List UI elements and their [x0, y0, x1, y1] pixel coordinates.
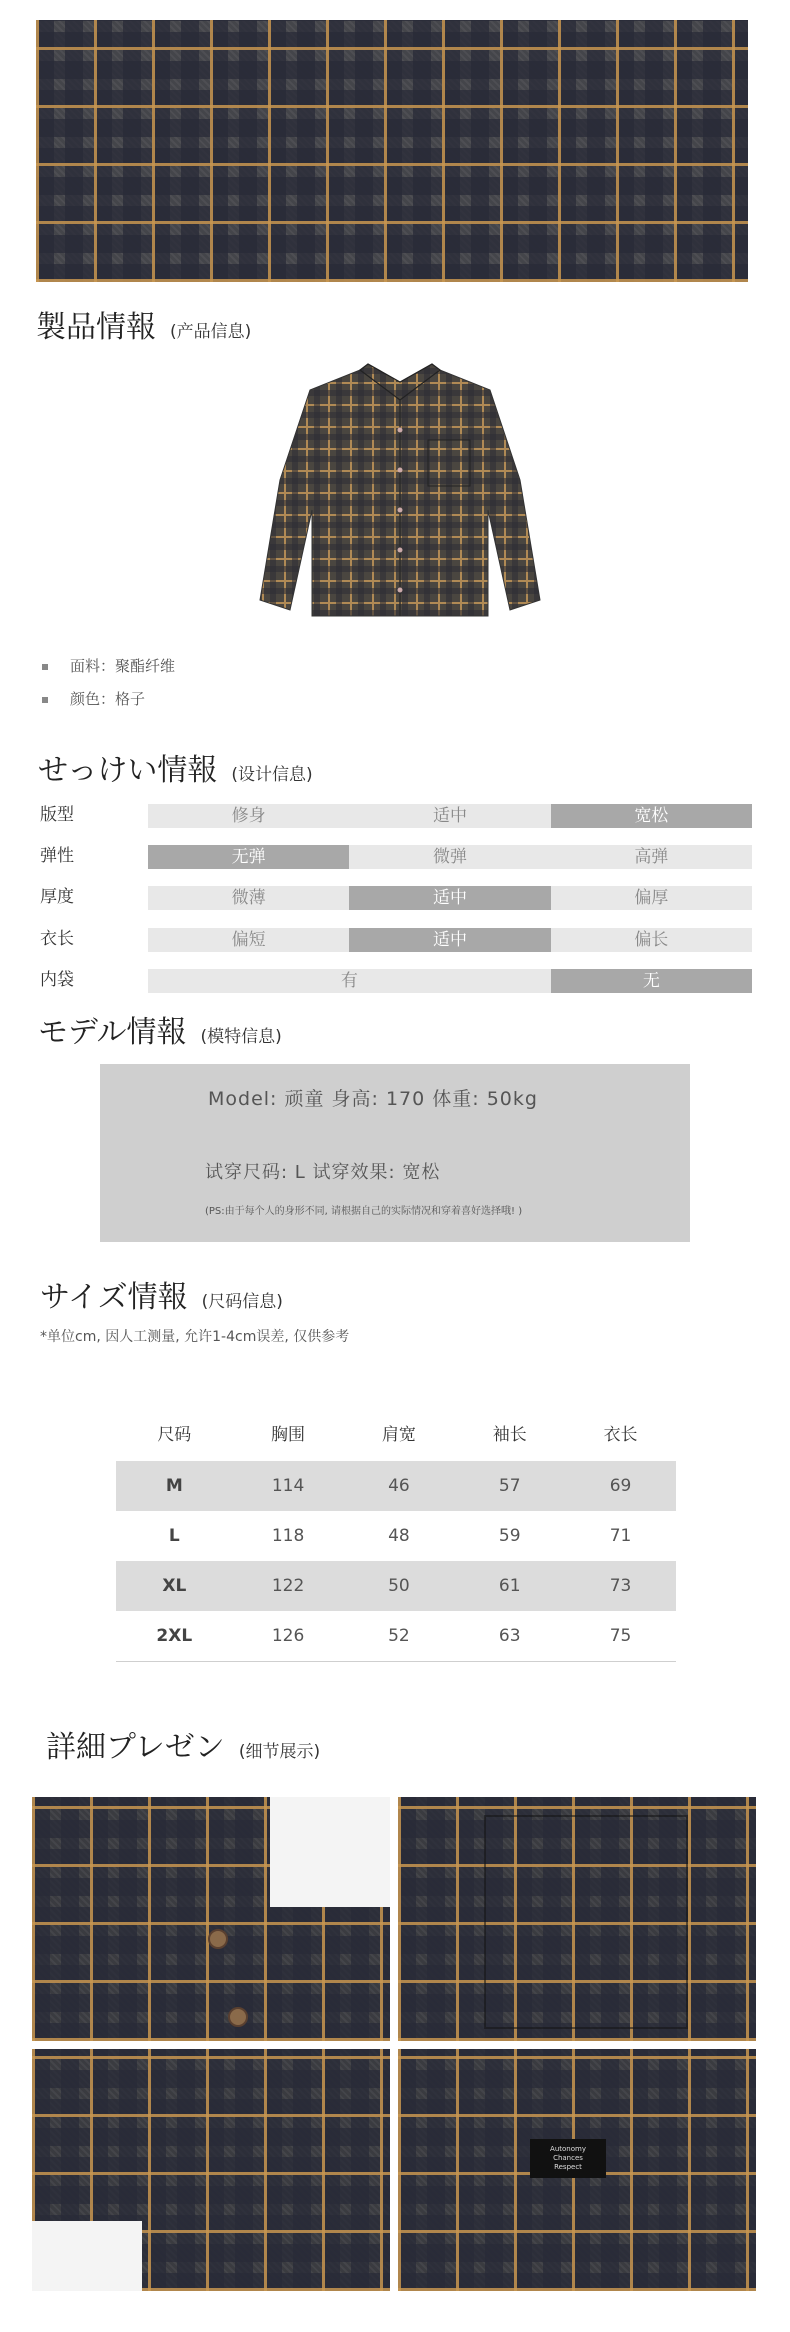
size-cell: M	[116, 1461, 233, 1511]
design-row-label: 厚度	[40, 887, 74, 907]
section-subtitle: (产品信息)	[170, 322, 252, 342]
design-row	[40, 802, 752, 828]
design-option: 偏厚	[551, 886, 752, 910]
pocket-outline	[484, 1815, 688, 2029]
section-title: せっけい情報	[38, 753, 218, 788]
size-cell: 2XL	[116, 1611, 233, 1662]
size-info-heading	[40, 1272, 283, 1316]
value-cell: 63	[454, 1611, 565, 1662]
detail-photo-sleeve	[32, 2049, 390, 2291]
size-note: *单位cm, 因人工测量, 允许1-4cm误差, 仅供参考	[40, 1329, 350, 1345]
section-subtitle: (尺码信息)	[201, 1292, 283, 1312]
value-cell: 59	[498, 1526, 521, 1546]
section-title: 詳細プレゼン	[46, 1730, 225, 1765]
shirt-button-icon	[208, 1929, 228, 1949]
model-info-heading	[38, 1007, 282, 1051]
section-subtitle: (模特信息)	[200, 1027, 282, 1047]
value-cell: 118	[271, 1526, 305, 1546]
design-row-label: 衣长	[40, 929, 74, 949]
design-option: 偏长	[551, 928, 752, 952]
design-row-label: 内袋	[40, 970, 74, 990]
bullet-fabric: 面料：聚酯纤维	[42, 655, 175, 676]
value-cell: 126	[233, 1611, 344, 1662]
model-info-box	[100, 1064, 690, 1242]
design-option: 无弹	[148, 845, 349, 869]
value-cell: 50	[343, 1561, 454, 1611]
brand-tag: Autonomy Chances Respect	[530, 2139, 606, 2178]
table-row	[116, 1561, 676, 1611]
size-cell: XL	[116, 1561, 233, 1611]
background-white	[32, 2221, 142, 2291]
value-cell: 75	[565, 1611, 676, 1662]
size-table-header	[116, 1403, 676, 1461]
header-cell: 肩宽	[381, 1424, 416, 1445]
design-row	[40, 926, 752, 952]
design-option: 微薄	[148, 886, 349, 910]
design-option: 微弹	[349, 845, 550, 869]
value-cell: 48	[388, 1526, 410, 1546]
bullet-square-icon	[42, 664, 48, 670]
value-cell: 46	[343, 1461, 454, 1511]
value-cell: 61	[454, 1561, 565, 1611]
shirt-product-photo	[240, 360, 560, 630]
size-table	[116, 1403, 676, 1662]
table-row	[116, 1611, 676, 1662]
design-option: 宽松	[551, 804, 752, 828]
header-cell: 衣长	[603, 1424, 638, 1445]
background-white	[270, 1797, 390, 1907]
detail-photo-collar	[32, 1797, 390, 2041]
design-info-heading	[38, 745, 313, 789]
value-cell: 69	[565, 1461, 676, 1511]
table-row	[116, 1511, 676, 1561]
section-title: 製品情報	[36, 310, 156, 345]
shirt-button-icon	[228, 2007, 248, 2027]
design-option-bar	[148, 928, 752, 952]
design-option-bar	[148, 886, 752, 910]
detail-info-heading	[46, 1722, 320, 1766]
section-subtitle: (细节展示)	[238, 1742, 321, 1762]
design-option-bar	[148, 804, 752, 828]
model-note: (PS:由于每个人的身形不同, 请根据自己的实际情况和穿着喜好选择哦! )	[205, 1206, 523, 1217]
design-row-label: 版型	[40, 805, 74, 825]
detail-photo-pocket	[398, 1797, 756, 2041]
header-cell: 袖长	[492, 1424, 527, 1445]
design-option: 有	[148, 969, 551, 993]
section-title: モデル情報	[38, 1015, 187, 1050]
design-option: 适中	[349, 804, 550, 828]
model-stats: Model: 顽童 身高: 170 体重: 50kg	[208, 1088, 538, 1110]
section-title: サイズ情報	[40, 1280, 188, 1315]
design-row	[40, 843, 752, 869]
design-option: 适中	[349, 928, 550, 952]
design-option: 偏短	[148, 928, 349, 952]
detail-photo-label	[398, 2049, 756, 2291]
value-cell: 52	[343, 1611, 454, 1662]
design-option: 无	[551, 969, 752, 993]
design-option: 修身	[148, 804, 349, 828]
design-option: 高弹	[551, 845, 752, 869]
design-option-bar	[148, 845, 752, 869]
size-cell: L	[168, 1526, 180, 1546]
header-cell: 胸围	[271, 1424, 306, 1445]
section-subtitle: (设计信息)	[231, 765, 313, 785]
bullet-square-icon	[42, 697, 48, 703]
bullet-color: 颜色：格子	[42, 688, 145, 709]
value-cell: 57	[454, 1461, 565, 1511]
product-info-heading	[36, 302, 251, 346]
design-row	[40, 967, 752, 993]
model-fit: 试穿尺码: L 试穿效果: 宽松	[205, 1162, 441, 1183]
design-option: 适中	[349, 886, 550, 910]
design-row	[40, 884, 752, 910]
header-cell: 尺码	[157, 1424, 192, 1445]
value-cell: 71	[609, 1526, 632, 1546]
fabric-banner-photo	[36, 20, 748, 282]
value-cell: 73	[565, 1561, 676, 1611]
design-option-bar	[148, 969, 752, 993]
value-cell: 114	[233, 1461, 344, 1511]
table-row	[116, 1461, 676, 1511]
design-row-label: 弹性	[40, 846, 74, 866]
value-cell: 122	[233, 1561, 344, 1611]
